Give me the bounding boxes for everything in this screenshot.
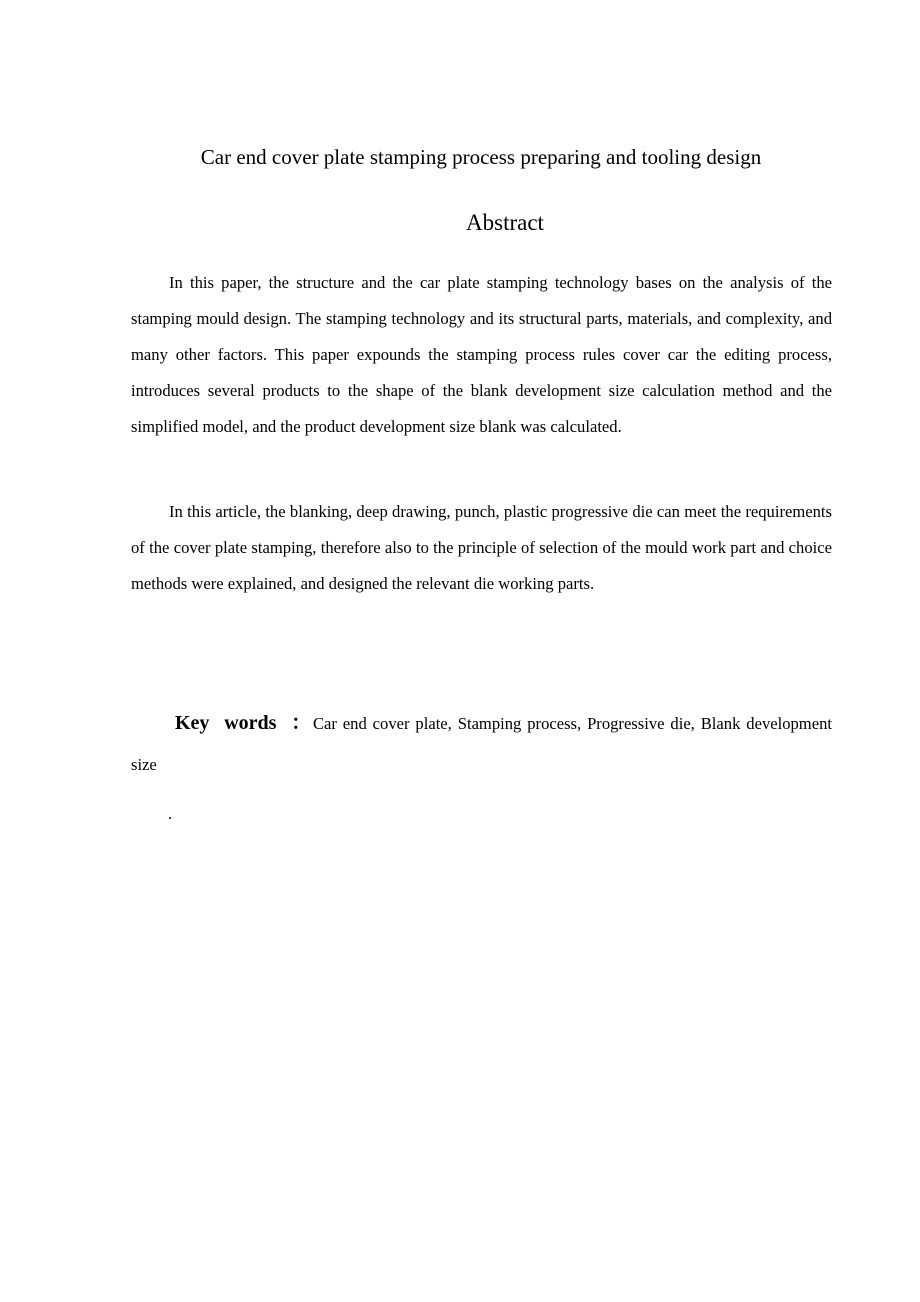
abstract-paragraph-1: In this paper, the structure and the car plate stamping technology bases on the analysis of the stamping mould design. The stamping technology and its structural parts, materials, and complexity, and many other factors. This paper expounds the stamping process rules cover car the editing process, introduces several products to the shape of the blank development size calculation method and the simplified model, and the product development size blank was calculated. [131,273,832,436]
trailing-period: . [168,804,173,823]
abstract-paragraph-2: In this article, the blanking, deep drawing, punch, plastic progressive die can meet the requirements of the cover plate stamping, therefore also to the principle of selection of the mould work part and choice methods were explained, and designed the relevant die working parts. [131,502,832,593]
document-title: Car end cover plate stamping process preparing and tooling design [200,145,762,169]
keywords-label: Key words ： [175,712,313,734]
keywords-text: Car end cover plate, Stamping process, Progressive die, Blank development size [131,714,832,774]
keywords-line [131,703,832,785]
abstract-heading: Abstract [466,210,544,235]
